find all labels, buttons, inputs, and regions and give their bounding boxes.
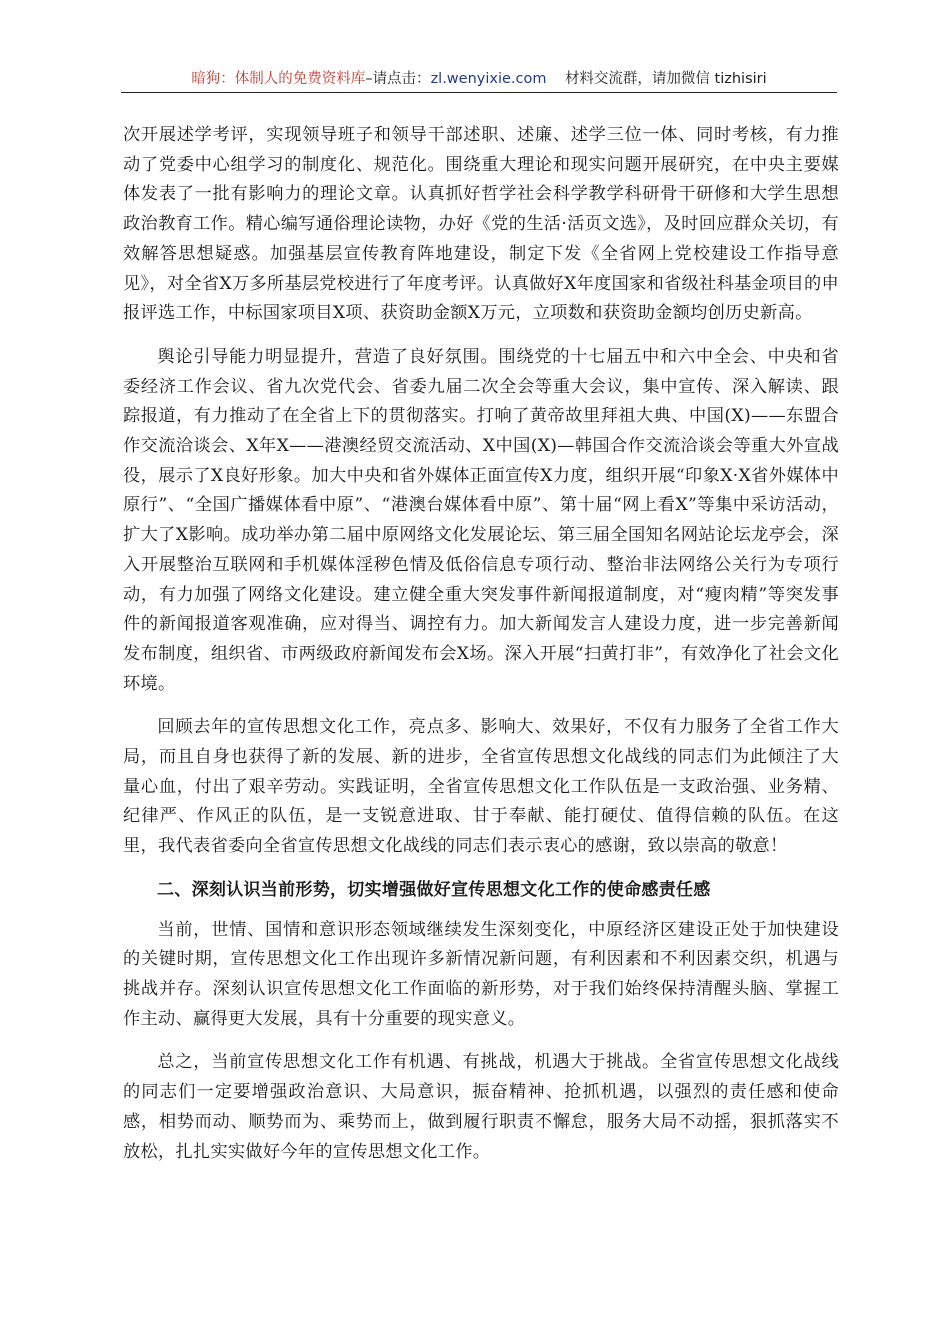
header-click-prefix: –请点击： [365,71,431,87]
paragraph-3: 回顾去年的宣传思想文化工作，亮点多、影响大、效果好，不仅有力服务了全省工作大局，而且自身也获得了新的发展、新的进步，全省宣传思想文化战线的同志们为此倾注了大量心血，付出了艰辛劳动。实践证明，全省宣传思想文化工作队伍是一支政治强、业务精、纪律严、作风正的队伍，是一支锐意进取、甘于奉献、能打硬仗、值得信赖的队伍。在这里，我代表省委向全省宣传思想文化战线的同志们表示衷心的感谢，致以崇高的敬意！ [123,717,839,857]
section-heading-2: 二、深刻认识当前形势，切实增强做好宣传思想文化工作的使命感责任感 [157,879,711,900]
header-brand: 暗狗：体制人的免费资料库 [191,71,366,87]
header-contact: 材料交流群，请加微信 tizhisiri [564,71,767,87]
page-header [121,68,837,93]
paragraph-2: 舆论引导能力明显提升，营造了良好氛围。围绕党的十七届五中和六中全会、中央和省委经济工作会议、省九次党代会、省委九届二次全会等重大会议，集中宣传、深入解读、跟踪报道，有力推动了在全省上下的贯彻落实。打响了黄帝故里拜祖大典、中国(X)——东盟合作交流洽谈会、X年X——港澳经贸交流活动、X中国(X)—韩国合作交流洽谈会等重大外宣战役，展示了X良好形象。加大中央和省外媒体正面宣传X力度，组织开展“印象X·X省外媒体中原行”、“全国广播媒体看中原”、“港澳台媒体看中原”、第十届“网上看X”等集中采访活动，扩大了X影响。成功举办第二届中原网络文化发展论坛、第三届全国知名网站论坛龙亭会，深入开展整治互联网和手机媒体淫秽色情及低俗信息专项行动、整治非法网络公关行为专项行动，有力加强了网络文化建设。建立健全重大突发事件新闻报道制度，对“瘦肉精”等突发事件的新闻报道客观准确，应对得当、调控有力。加大新闻发言人建设力度，进一步完善新闻发布制度，组织省、市两级政府新闻发布会X场。深入开展“扫黄打非”，有效净化了社会文化环境。 [123,346,839,694]
header-url-link[interactable]: zl.wenyixie.com [430,71,547,87]
document-body [123,121,839,1181]
paragraph-1: 次开展述学考评，实现领导班子和领导干部述职、述廉、述学三位一体、同时考核，有力推动了党委中心组学习的制度化、规范化。围绕重大理论和现实问题开展研究，在中央主要媒体发表了一批有影响力的理论文章。认真抓好哲学社会科学教学科研骨干研修和大学生思想政治教育工作。精心编写通俗理论读物，办好《党的生活·活页文选》，及时回应群众关切，有效解答思想疑惑。加强基层宣传教育阵地建设，制定下发《全省网上党校建设工作指导意见》，对全省X万多所基层党校进行了年度考评。认真做好X年度国家和省级社科基金项目的申报评选工作，中标国家项目X项、获资助金额X万元，立项数和获资助金额均创历史新高。 [123,125,839,324]
paragraph-4: 当前，世情、国情和意识形态领域继续发生深刻变化，中原经济区建设正处于加快建设的关键时期，宣传思想文化工作出现许多新情况新问题，有利因素和不利因素交织，机遇与挑战并存。深刻认识宣传思想文化工作面临的新形势，对于我们始终保持清醒头脑、掌握工作主动、赢得更大发展，具有十分重要的现实意义。 [123,919,839,1029]
paragraph-5: 总之，当前宣传思想文化工作有机遇、有挑战，机遇大于挑战。全省宣传思想文化战线的同志们一定要增强政治意识、大局意识，振奋精神、抢抓机遇，以强烈的责任感和使命感，相势而动、顺势而为、乘势而上，做到履行职责不懈怠，服务大局不动摇，狠抓落实不放松，扎扎实实做好今年的宣传思想文化工作。 [123,1052,839,1162]
